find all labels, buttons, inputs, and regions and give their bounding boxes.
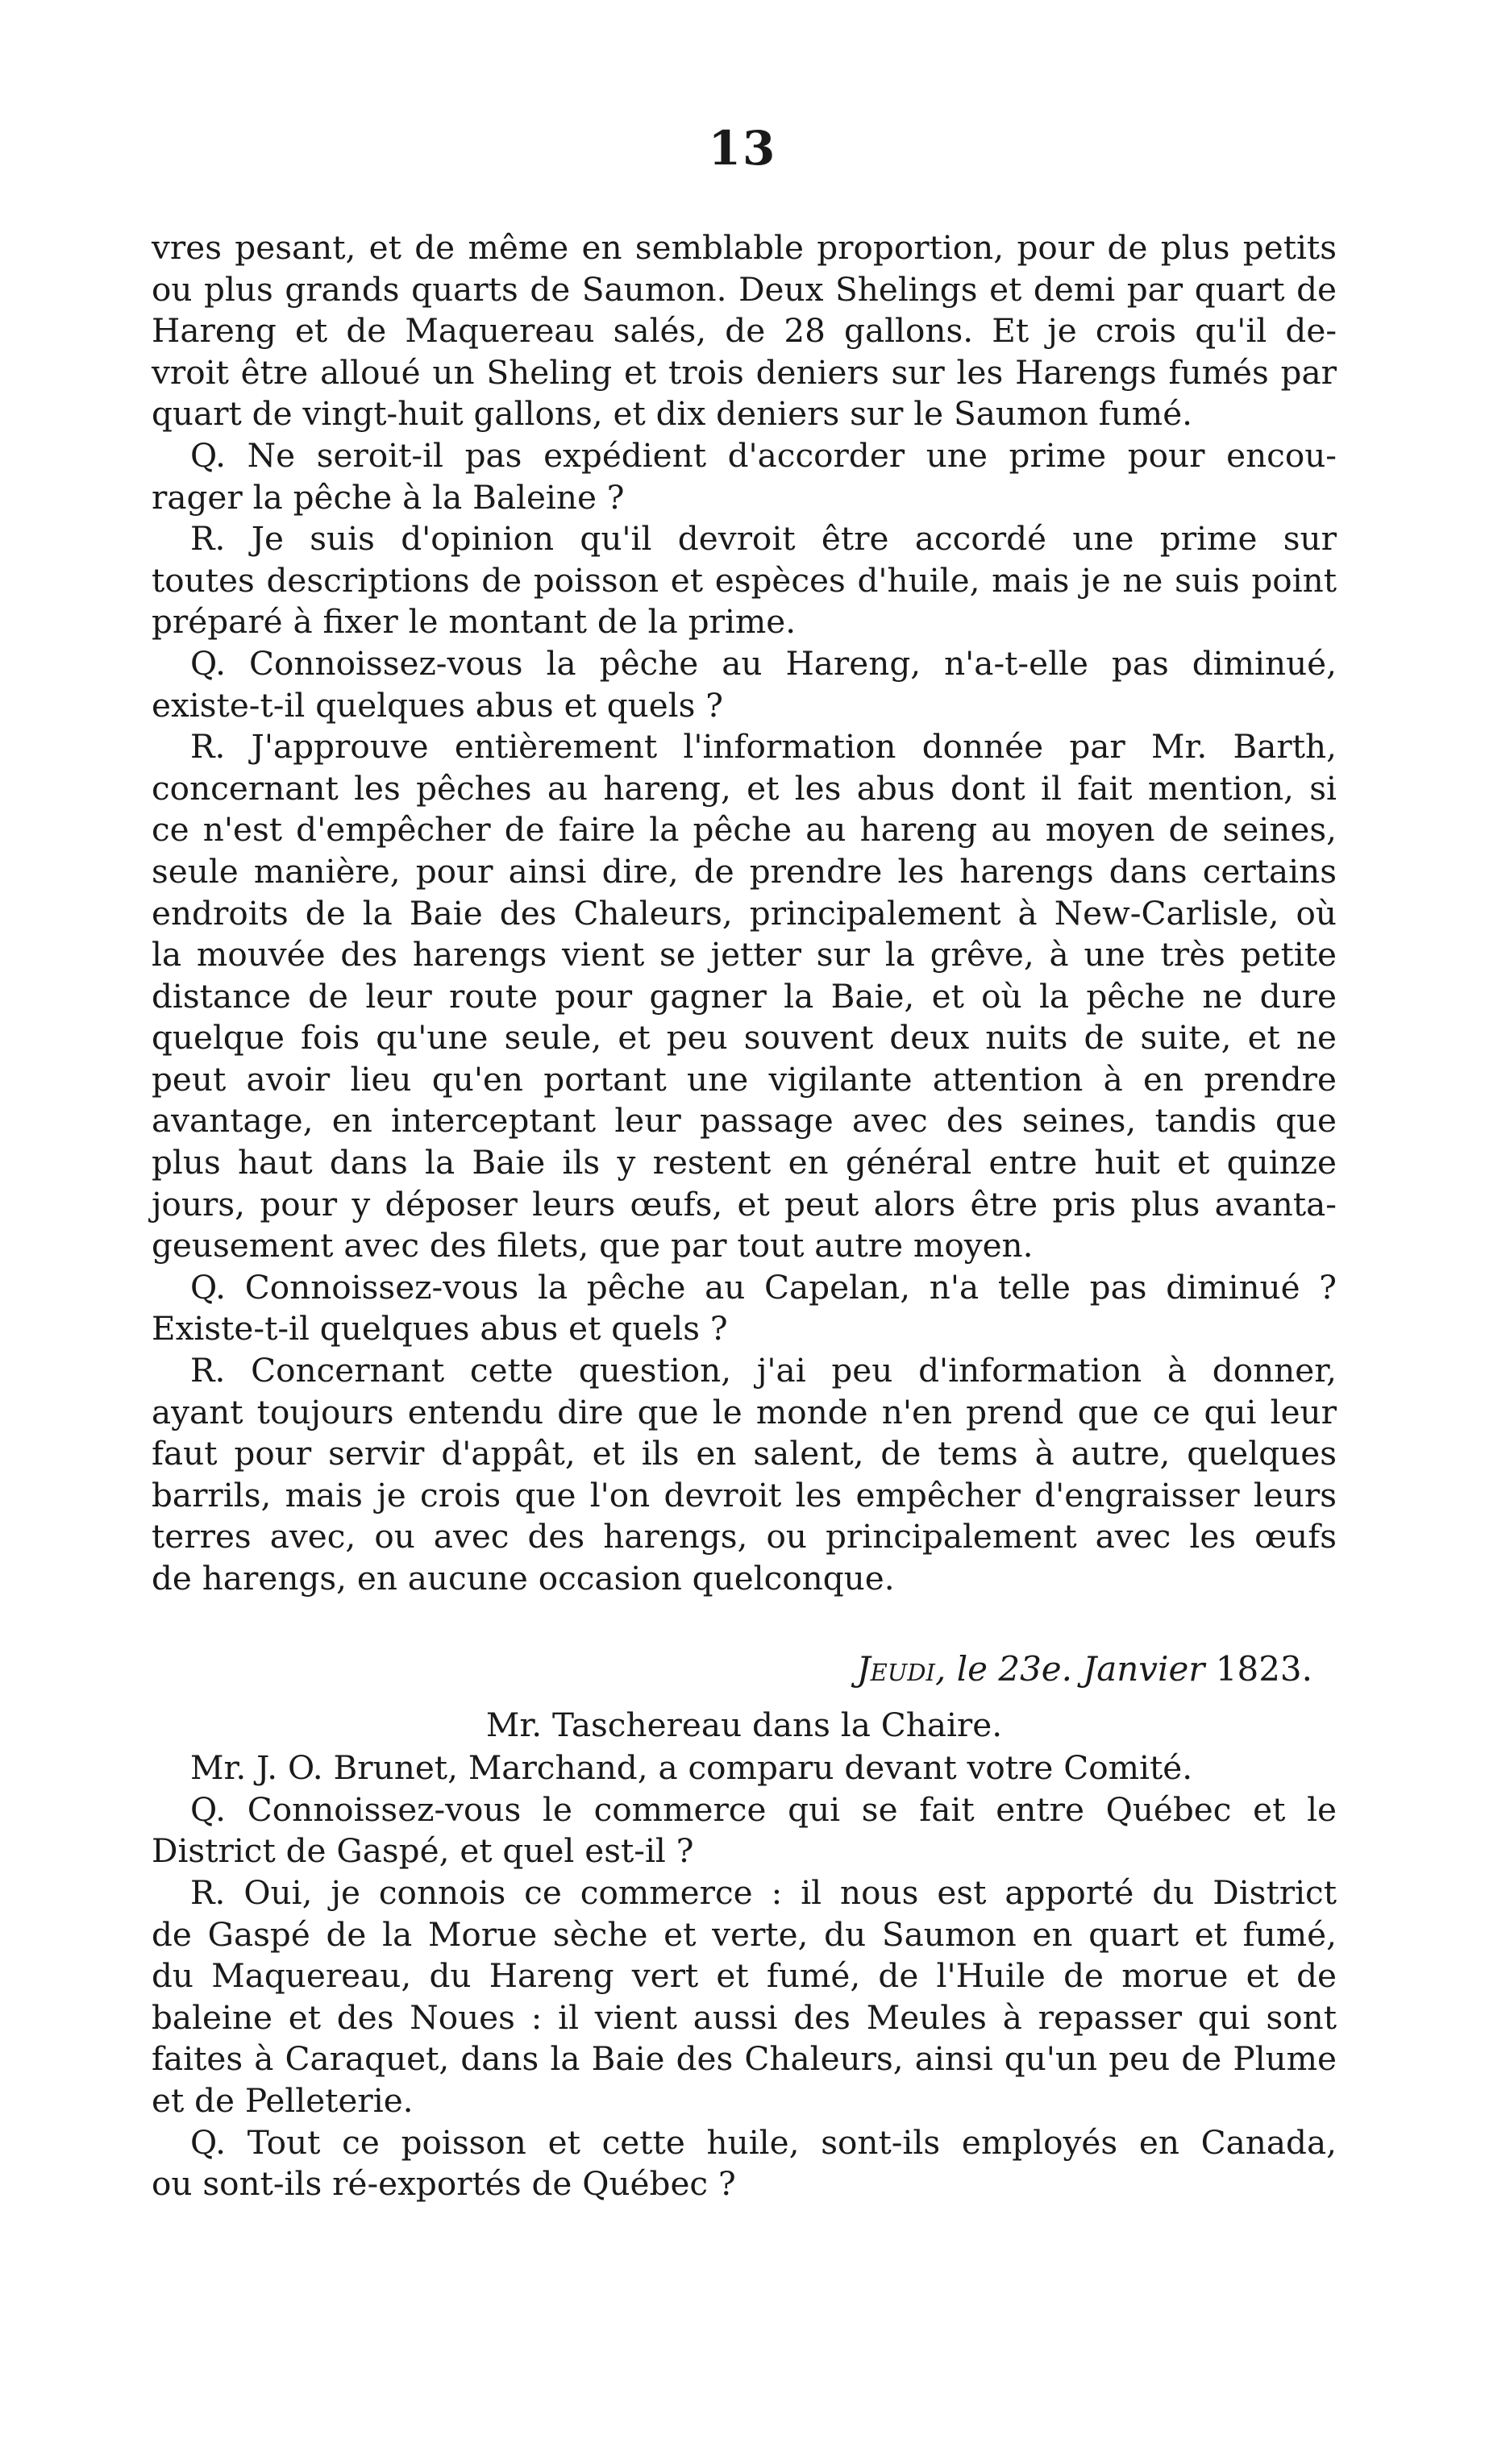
text-line: quart de vingt-huit gallons, et dix deniers sur le Saumon fumé. xyxy=(152,394,1193,434)
text-line: vres pesant, et de même en semblable proportion, pour de plus petits xyxy=(152,228,1337,267)
question-line: Q. Ne seroit-il pas expédient d'accorder une prime pour encou- xyxy=(190,435,1337,475)
text-line: District de Gaspé, et quel est-il ? xyxy=(152,1831,694,1871)
answer-line: R. Oui, je connois ce commerce : il nous est apporté du District xyxy=(190,1872,1337,1912)
date-day-month: 23e. Janvier xyxy=(998,1649,1205,1689)
text-line: terres avec, ou avec des harengs, ou principalement avec les œufs xyxy=(152,1517,1337,1556)
blank-line xyxy=(152,1600,1337,1642)
text-line: peut avoir lieu qu'en portant une vigilante attention à en prendre xyxy=(152,1059,1337,1099)
text-line: jours, pour y déposer leurs œufs, et peut alors être pris plus avanta- xyxy=(152,1184,1337,1224)
text-line: quelque fois qu'une seule, et peu souvent deux nuits de suite, et ne xyxy=(152,1018,1337,1057)
answer-line: R. Concernant cette question, j'ai peu d'information à donner, xyxy=(190,1351,1337,1390)
text-line: du Maquereau, du Hareng vert et fumé, de l'Huile de morue et de xyxy=(152,1956,1337,1996)
text-line: barrils, mais je crois que l'on devroit les empêcher d'engraisser leurs xyxy=(152,1475,1337,1515)
text-line: ou plus grands quarts de Saumon. Deux Shelings et demi par quart de xyxy=(152,269,1337,309)
date-day: Jeudi, xyxy=(856,1649,946,1689)
text-line: ou sont-ils ré-exportés de Québec ? xyxy=(152,2164,736,2204)
chair-line: Mr. Taschereau dans la Chaire. xyxy=(485,1706,1003,1745)
witness-line: Mr. J. O. Brunet, Marchand, a comparu devant votre Comité. xyxy=(190,1748,1193,1788)
question-line: Q. Connoissez-vous la pêche au Capelan, n'a telle pas diminué ? xyxy=(190,1267,1337,1307)
text-line: plus haut dans la Baie ils y restent en général entre huit et quinze xyxy=(152,1143,1337,1182)
text-line: existe-t-il quelques abus et quels ? xyxy=(152,685,724,725)
text-line: endroits de la Baie des Chaleurs, principalement à New-Carlisle, où xyxy=(152,893,1337,933)
text-line: de Gaspé de la Morue sèche et verte, du Saumon en quart et fumé, xyxy=(152,1914,1337,1954)
text-line: de harengs, en aucune occasion quelconque. xyxy=(152,1559,895,1598)
text-line: faut pour servir d'appât, et ils en salent, de tems à autre, quelques xyxy=(152,1434,1337,1473)
date-year: 1823. xyxy=(1215,1649,1312,1689)
text-line: baleine et des Noues : il vient aussi des Meules à repasser qui sont xyxy=(152,1997,1337,2037)
text-line: toutes descriptions de poisson et espèces d'huile, mais je ne suis point xyxy=(152,560,1337,600)
text-line: seule manière, pour ainsi dire, de prendre les harengs dans certains xyxy=(152,851,1337,891)
text-line: ce n'est d'empêcher de faire la pêche au hareng au moyen de seines, xyxy=(152,810,1337,850)
text-line: Existe-t-il quelques abus et quels ? xyxy=(152,1309,728,1348)
text-line: vroit être alloué un Sheling et trois deniers sur les Harengs fumés par xyxy=(152,352,1337,392)
text-line: distance de leur route pour gagner la Baie, et où la pêche ne dure xyxy=(152,976,1337,1016)
text-line: Hareng et de Maquereau salés, de 28 gallons. Et je crois qu'il de- xyxy=(152,311,1337,351)
answer-line: R. Je suis d'opinion qu'il devroit être accordé une prime sur xyxy=(190,519,1337,559)
text-line: et de Pelleterie. xyxy=(152,2080,414,2120)
text-line: préparé à fixer le montant de la prime. xyxy=(152,602,797,642)
text-line: faites à Caraquet, dans la Baie des Chaleurs, ainsi qu'un peu de Plume xyxy=(152,2039,1337,2079)
text-line: concernant les pêches au hareng, et les abus dont il fait mention, si xyxy=(152,768,1337,808)
body-text xyxy=(152,227,1337,2205)
text-line: ayant toujours entendu dire que le monde n'en prend que ce qui leur xyxy=(152,1392,1337,1431)
answer-line: R. J'approuve entièrement l'information donnée par Mr. Barth, xyxy=(190,727,1337,767)
text-line: geusement avec des filets, que par tout autre moyen. xyxy=(152,1226,1034,1265)
question-line: Q. Tout ce poisson et cette huile, sont-ils employés en Canada, xyxy=(190,2122,1337,2162)
page-number: 13 xyxy=(708,121,777,176)
question-line: Q. Connoissez-vous la pêche au Hareng, n'a-t-elle pas diminué, xyxy=(190,643,1337,683)
question-line: Q. Connoissez-vous le commerce qui se fait entre Québec et le xyxy=(190,1789,1337,1829)
text-line: rager la pêche à la Baleine ? xyxy=(152,477,625,517)
date-le: le xyxy=(956,1649,988,1689)
text-line: la mouvée des harengs vient se jetter sur la grêve, à une très petite xyxy=(152,935,1337,974)
date-heading xyxy=(152,1641,1337,1697)
text-line: avantage, en interceptant leur passage avec des seines, tandis que xyxy=(152,1101,1337,1141)
